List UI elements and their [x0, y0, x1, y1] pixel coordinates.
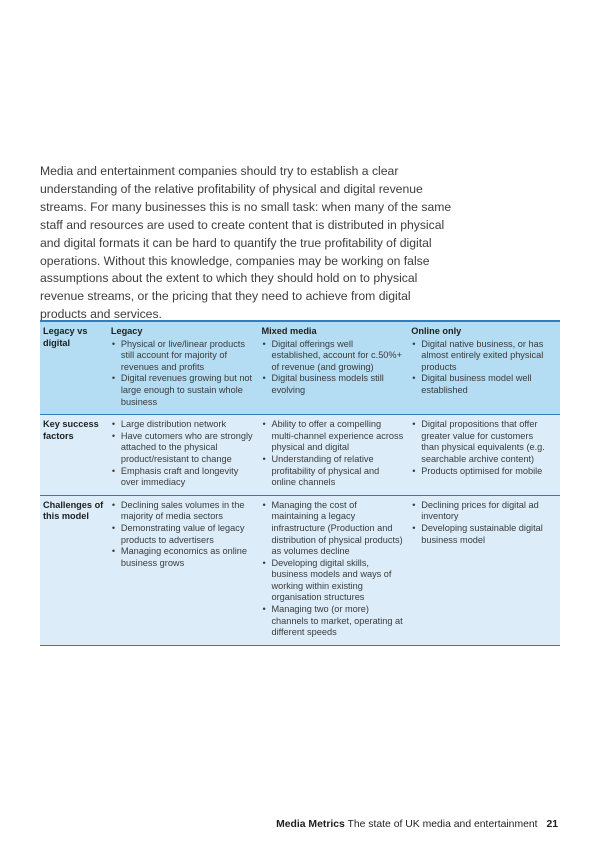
list-item: • Digital revenues growing but not large enough to sustain whole business: [111, 373, 254, 408]
cell-legacy: [111, 415, 262, 496]
list-item: • Digital native business, or has almost entirely exited physical products: [411, 339, 552, 374]
column-heading-mixed-media: Mixed media: [261, 326, 317, 336]
list-item: • Digital business models still evolving: [261, 373, 403, 396]
row-label: Challenges of this model: [43, 499, 104, 522]
list-item: • Digital offerings well established, account for c.50%+ of revenue (and growing): [261, 339, 403, 374]
list-item: • Digital propositions that offer greater value for customers than physical equivalents (e.g. searchable archive content): [411, 419, 552, 465]
cell-online-only: [411, 495, 560, 645]
list-item: • Products optimised for mobile: [411, 466, 552, 478]
row-label: Key success factors: [43, 419, 99, 441]
list-item: • Digital business model well established: [411, 373, 552, 396]
footer-subtitle: The state of UK media and entertainment: [347, 819, 538, 830]
cell-legacy: [111, 495, 262, 645]
list-item: • Declining prices for digital ad inventory: [411, 500, 552, 523]
list-item: • Managing economics as online business grows: [111, 546, 254, 569]
cell-legacy: [111, 321, 262, 415]
list-item: • Physical or live/linear products still account for majority of revenues and profits: [111, 339, 254, 374]
cell-online-only: [411, 321, 560, 415]
list-item: • Declining sales volumes in the majority of media sectors: [111, 500, 254, 523]
list-item: • Managing the cost of maintaining a legacy infrastructure (Production and distribution of physical products) as volumes decline: [261, 500, 403, 558]
footer-brand: Media Metrics: [276, 819, 345, 830]
cell-online-only: [411, 415, 560, 496]
list-item: • Managing two (or more) channels to market, operating at different speeds: [261, 604, 403, 639]
list-item: • Understanding of relative profitability of physical and online channels: [261, 454, 403, 489]
cell-mixed-media: [261, 321, 411, 415]
list-item: • Have cutomers who are strongly attached to the physical product/resistant to change: [111, 431, 254, 466]
list-item: • Demonstrating value of legacy products to advertisers: [111, 523, 254, 546]
intro-paragraph: Media and entertainment companies should try to establish a clear understanding of the relative profitability of physical and digital revenue streams. For many businesses this is no small task: when many of the same staff and resources are used to create content that is distributed in physical and digital formats it can be hard to quantify the true profitability of digital operations. Without this knowledge, companies may be working on false assumptions about the extent to which they should hold on to physical revenue streams, or the pricing that they need to achieve from digital products and services.: [40, 164, 452, 322]
list-item: • Developing digital skills, business models and ways of working within existing organisation structures: [261, 558, 403, 604]
table-row-legacy-vs-digital: [40, 321, 560, 415]
comparison-table: [40, 320, 560, 646]
column-heading-legacy: Legacy: [110, 326, 143, 336]
cell-mixed-media: [261, 495, 411, 645]
table-row-challenges: [40, 495, 560, 645]
list-item: • Emphasis craft and longevity over immediacy: [111, 466, 254, 489]
table-row-key-success-factors: [40, 415, 560, 496]
page-number: 21: [546, 819, 558, 830]
list-item: • Large distribution network: [111, 419, 254, 431]
column-heading-online-only: Online only: [411, 326, 462, 336]
page-footer: [276, 819, 558, 830]
row-label: Legacy vs digital: [43, 326, 88, 348]
list-item: • Ability to offer a compelling multi-channel experience across physical and digital: [261, 419, 403, 454]
cell-mixed-media: [261, 415, 411, 496]
list-item: • Developing sustainable digital business model: [411, 523, 552, 546]
